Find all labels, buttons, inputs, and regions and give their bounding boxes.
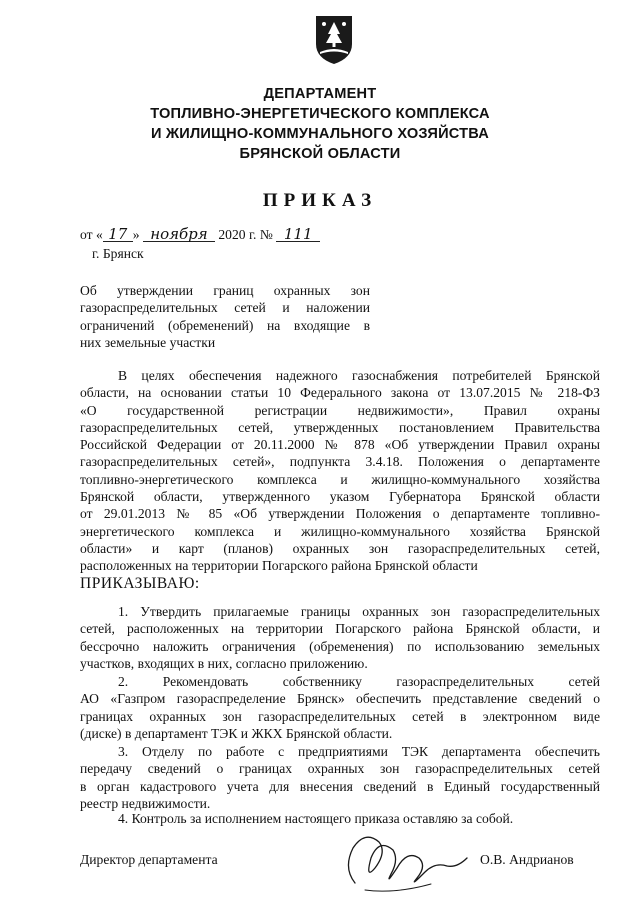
item-line: участков, входящих в них, согласно приложению.	[80, 655, 368, 671]
item-line: границах охранных зон газораспределительных сетей в электронном виде	[80, 708, 600, 724]
item-line: реестр недвижимости.	[80, 795, 211, 811]
subject-line: ограничений (обременений) на входящие в	[80, 317, 370, 333]
order-item-2	[80, 673, 600, 742]
department-header	[0, 84, 640, 164]
preamble-line: газораспределительных сетей», подпункта 3.4.18. Положения о департаменте	[80, 454, 600, 470]
preamble-line: В целях обеспечения надежного газоснабжения потребителей Брянской	[118, 368, 600, 383]
signatory-name: О.В. Андрианов	[480, 852, 574, 867]
order-item-4	[80, 810, 600, 827]
city: г. Брянск	[92, 246, 144, 261]
order-word: ПРИКАЗЫВАЮ:	[80, 575, 200, 592]
preamble-line: расположенных на территории Погарского района Брянской области	[80, 558, 478, 574]
item-line: 4. Контроль за исполнением настоящего приказа оставляю за собой.	[118, 811, 514, 826]
preamble-line: топливно-энергетического комплекса и жилищно-коммунального хозяйства	[80, 471, 600, 487]
header-line: БРЯНСКОЙ ОБЛАСТИ	[239, 146, 401, 162]
date-month: ноября	[143, 227, 215, 242]
date-mid: »	[132, 227, 140, 242]
item-line: бессрочно наложить ограничения (обременения) по использованию земельных	[80, 638, 600, 654]
preamble-line: газораспределительных сетей, утвержденных постановлением Правительства	[80, 419, 600, 435]
coat-of-arms-emblem	[313, 14, 355, 66]
preamble-line: области, на основании статьи 10 Федерального закона от 13.07.2015 № 218-ФЗ	[80, 385, 600, 401]
item-line: АО «Газпром газораспределение Брянск» обеспечить представление сведений о	[80, 691, 600, 707]
item-line: 1. Утвердить прилагаемые границы охранных зон газораспределительных	[118, 604, 600, 619]
item-line: сетей, расположенных на территории Погарского района Брянской области, и	[80, 621, 600, 637]
preamble-line: от 29.01.2013 № 85 «Об утверждении Положения о департаменте топливно-	[80, 506, 600, 522]
subject-line: газораспределительных сетей и наложении	[80, 300, 370, 316]
item-line: (диске) в департамент ТЭК и ЖКХ Брянской области.	[80, 725, 393, 741]
subject-line: Об утверждении границ охранных зон	[80, 283, 370, 298]
signature-row	[80, 852, 600, 872]
item-line: передачу сведений о границах охранных зон газораспределительных сетей	[80, 761, 600, 777]
preamble-paragraph	[80, 367, 600, 575]
date-prefix: от «	[80, 227, 103, 242]
preamble-line: области» и карт (планов) охранных зон газораспределительных сетей,	[80, 540, 600, 556]
date-year: 2020 г.	[218, 227, 257, 242]
header-line: И ЖИЛИЩНО-КОММУНАЛЬНОГО ХОЗЯЙСТВА	[150, 126, 490, 142]
signatory-title: Директор департамента	[80, 852, 218, 867]
document-title: ПРИКАЗ	[262, 190, 378, 211]
date-day: 17	[103, 227, 133, 242]
header-line: ДЕПАРТАМЕНТ	[263, 86, 377, 102]
preamble-line: «О государственной регистрации недвижимости», Правил охраны	[80, 402, 600, 418]
order-item-1	[80, 603, 600, 672]
order-subject	[80, 282, 370, 352]
item-line: 3. Отделу по работе с предприятиями ТЭК департамента обеспечить	[118, 744, 600, 759]
date-line	[80, 227, 320, 243]
preamble-line: энергетического комплекса и жилищно-коммунального хозяйства Брянской	[80, 523, 600, 539]
order-number: 111	[276, 227, 320, 242]
order-item-3	[80, 743, 600, 812]
preamble-line: Российской Федерации от 20.11.2000 № 878 «Об утверждении Правил охраны	[80, 437, 600, 453]
preamble-line: Брянской области, утвержденного указом Губернатора Брянской области	[80, 489, 600, 505]
item-line: в орган кадастрового учета для внесения сведений в Единый государственный	[80, 778, 600, 794]
item-line: 2. Рекомендовать собственнику газораспределительных сетей	[118, 674, 600, 689]
header-line: ТОПЛИВНО-ЭНЕРГЕТИЧЕСКОГО КОМПЛЕКСА	[150, 106, 490, 122]
subject-line: них земельные участки	[80, 335, 216, 351]
number-sign: №	[259, 227, 273, 242]
